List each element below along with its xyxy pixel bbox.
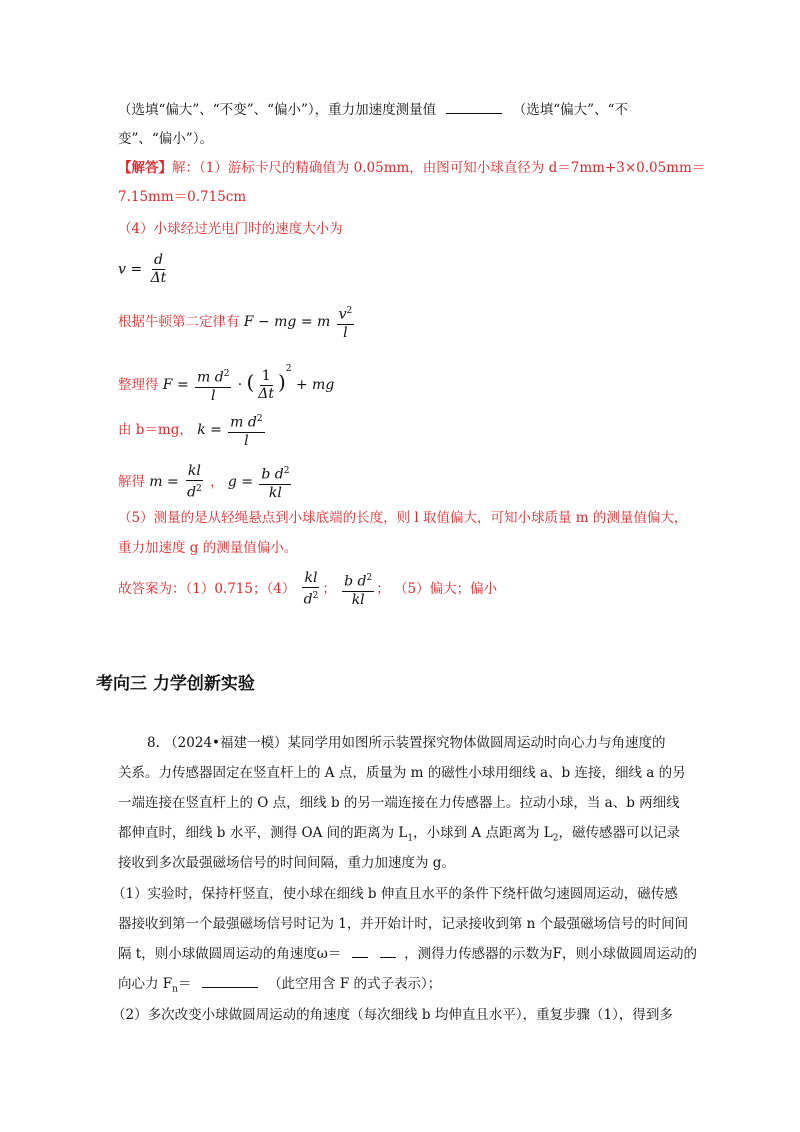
section-heading: 考向三 力学创新实验 [96, 674, 255, 694]
superscript: 2 [366, 573, 373, 583]
math-symbol: b d [344, 573, 367, 590]
math-symbol: d [303, 591, 313, 608]
q8-line-3: 一端连接在竖直杆上的 O 点，细线 b 的另一端连接在力传感器上。拉动小球，当 a、b 两细线 [118, 795, 680, 811]
formula-newton [118, 303, 356, 342]
subscript: n [172, 984, 178, 995]
text: 向心力 F [118, 976, 173, 992]
final-answer [118, 570, 497, 609]
superscript: 2 [223, 369, 230, 380]
q8-part2-line-1: （2）多次改变小球做圆周运动的角速度（每次细线 b 均伸直且水平），重复步骤（1），得到多 [112, 1007, 673, 1023]
answer-line-3: （4）小球经过光电门时的速度大小为 [118, 221, 343, 237]
superscript: 2 [196, 484, 202, 494]
fraction [185, 463, 204, 502]
text: 解得 [118, 473, 145, 490]
q8-line-4 [118, 823, 680, 849]
superscript: 2 [256, 414, 263, 424]
fraction-denominator [185, 481, 204, 502]
fraction-denominator: kl [351, 591, 365, 608]
answer-tag: 【解答】 [118, 160, 172, 176]
answer-line-1 [118, 158, 705, 178]
answer-line-2: 7.15mm＝0.715cm [118, 189, 247, 205]
question-continuation-line-1 [118, 100, 628, 120]
fraction [195, 366, 231, 405]
answer-blank [202, 975, 258, 988]
math-symbol: m d [230, 414, 257, 431]
text: 故答案为：（1）0.715；（4） [118, 580, 296, 597]
fraction [149, 252, 169, 287]
fraction-denominator: l [210, 387, 216, 404]
fraction-denominator: l [244, 432, 249, 449]
math-symbol: m d [197, 369, 224, 386]
text: （此空用含 F 的式子表示）； [268, 976, 442, 992]
formula-solve [118, 463, 293, 502]
subscript: 2 [552, 833, 559, 844]
fraction-denominator: Δt [150, 270, 167, 286]
punctuation: ； [322, 580, 336, 597]
fraction [342, 570, 374, 609]
fraction [256, 368, 276, 403]
formula-k [118, 411, 267, 450]
fraction-denominator [302, 588, 321, 609]
fraction-numerator [259, 463, 291, 485]
formula-arranged [118, 359, 334, 405]
superscript: 2 [346, 306, 353, 316]
math-symbol: b d [261, 466, 284, 483]
fraction-numerator [195, 366, 231, 388]
q8-line-1: 8. （2024•福建一模）某同学用如图所示装置探究物体做圆周运动时向心力与角速度的 [147, 735, 666, 751]
math-symbol: · [237, 377, 243, 393]
q8-line-5: 接收到多次最强磁场信号的时间间隔，重力加速度为 g。 [118, 855, 455, 871]
punctuation: ； [376, 580, 390, 597]
fraction-denominator: l [343, 324, 348, 341]
fraction [228, 411, 264, 450]
math-symbol: + mg [295, 377, 335, 393]
formula-velocity [118, 252, 170, 287]
fraction-denominator: Δt [258, 386, 275, 402]
subscript: 1 [407, 833, 414, 844]
math-symbol: d [187, 484, 197, 501]
q8-part1-line-1: （1）实验时，保持杆竖直，使小球在细线 b 伸直且水平的条件下绕杆做匀速圆周运动，磁传感 [112, 886, 678, 902]
text: ，小球到 A 点距离为 L [413, 825, 553, 841]
math-symbol: F = [162, 377, 189, 393]
answer-line-5b: 重力加速度 g 的测量值偏小。 [118, 540, 298, 556]
superscript: 2 [312, 591, 319, 601]
question-continuation-line-2: 变”、“偏小”）。 [118, 131, 213, 147]
text: 整理得 [118, 377, 159, 393]
answer-blank [446, 101, 502, 114]
superscript: 2 [285, 364, 292, 374]
math-symbol: m = [149, 473, 179, 490]
text: ＝ [177, 976, 192, 992]
paren-left: ( [246, 370, 255, 394]
fraction-numerator [228, 411, 264, 433]
text: ，测得力传感器的示数为F，则小球做圆周运动的 [404, 946, 697, 962]
text: 都伸直时，细线 b 水平，测得 OA 间的距离为 L [118, 825, 408, 841]
q8-part1-line-4 [118, 974, 441, 1000]
math-symbol: = [130, 261, 143, 278]
math-symbol: v [118, 261, 126, 278]
math-symbol: F − mg = m [243, 313, 331, 330]
text: 隔 t，则小球做圆周运动的角速度ω＝ [118, 946, 342, 962]
text: 由 b＝mg， [118, 421, 193, 438]
fraction-numerator: 1 [261, 368, 271, 384]
math-symbol: v [338, 306, 347, 323]
math-symbol: g = [227, 473, 254, 490]
text: 根据牛顿第二定律有 [118, 313, 240, 330]
text: 解：（1）游标卡尺的精确值为 0.05mm，由图可知小球直径为 d＝7mm+3×0.05mm＝ [172, 160, 706, 176]
answer-blank [380, 945, 396, 958]
fraction-numerator [342, 570, 374, 592]
answer-line-5a: （5）测量的是从轻绳悬点到小球底端的长度，则 l 取值偏大，可知小球质量 m 的测量值偏大， [118, 510, 688, 526]
q8-line-2: 关系。力传感器固定在竖直杆上的 A 点，质量为 m 的磁性小球用细线 a、b 连接，细线 a 的另 [118, 765, 686, 781]
math-symbol: k = [197, 421, 222, 438]
superscript: 2 [283, 466, 290, 476]
punctuation: ， [210, 473, 224, 490]
q8-part1-line-3 [118, 944, 697, 964]
fraction-numerator [337, 303, 355, 325]
paren-right: ) [278, 370, 286, 394]
q8-part1-line-2: 器接收到第一个最强磁场信号时记为 1，并开始计时，记录接收到第 n 个最强磁场信号的时间间 [118, 916, 689, 932]
fraction [259, 463, 291, 502]
text: ，磁传感器可以记录 [558, 825, 680, 841]
fraction [337, 303, 355, 342]
text: （5）偏大；偏小 [394, 580, 498, 597]
answer-blank [352, 945, 368, 958]
text: （选填“偏大”、“不变”、“偏小”），重力加速度测量值 [118, 102, 437, 118]
fraction-denominator: kl [268, 484, 282, 501]
fraction [302, 570, 321, 609]
text: （选填“偏大”、“不 [512, 102, 628, 118]
fraction-numerator: d [153, 252, 163, 268]
fraction-numerator: kl [304, 570, 318, 586]
fraction-numerator: kl [187, 463, 201, 479]
